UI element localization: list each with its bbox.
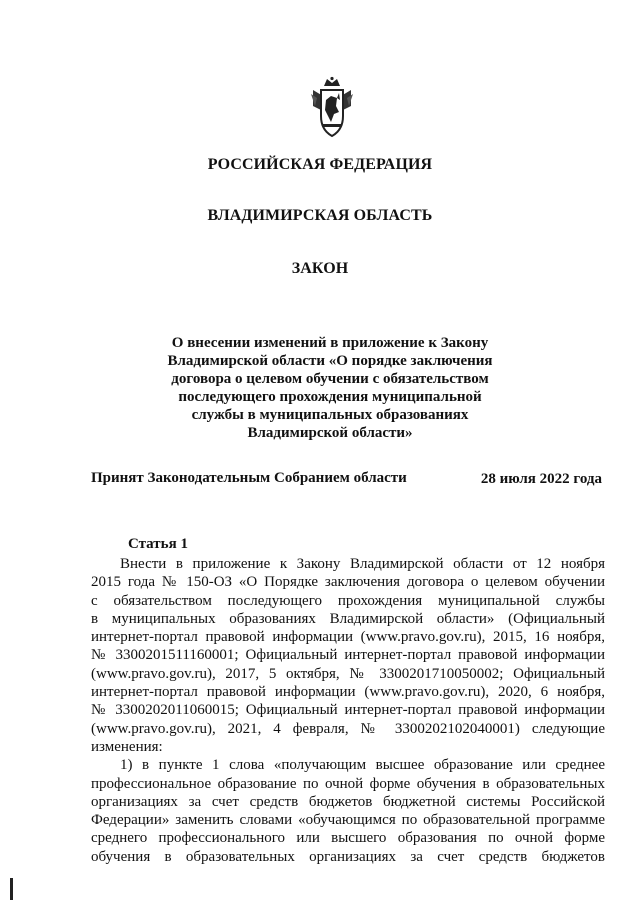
body-line: Внести в приложение к Закону Владимирской области от 12 ноября: [120, 556, 605, 572]
body-line: 2015 года № 150-ОЗ «О Порядке заключения договора о целевом обучении: [91, 574, 605, 591]
article-heading: Статья 1: [128, 536, 188, 552]
law-title-line: службы в муниципальных образованиях: [191, 407, 469, 423]
adoption-date: 28 июля 2022 года: [480, 471, 602, 487]
document-type-heading: ЗАКОН: [291, 260, 349, 277]
law-title-line: Владимирской области»: [247, 425, 413, 441]
body-line: № 3300201511160001; Официальный интернет-портал правовой информации: [91, 647, 605, 664]
law-title-line: последующего прохождения муниципальной: [178, 389, 482, 405]
body-line: (www.pravo.gov.ru), 2017, 5 октября, № 3300201710050002; Официальный: [91, 665, 605, 682]
body-line: с обязательством последующего прохождения муниципальной службы: [91, 592, 605, 609]
body-line: обучения в образовательных организациях за счет средств бюджетов: [91, 848, 605, 865]
scan-margin-mark: [10, 878, 13, 900]
country-heading: РОССИЙСКАЯ ФЕДЕРАЦИЯ: [207, 156, 433, 173]
article-body: [91, 555, 605, 866]
body-line: среднего профессионального или высшего образования по очной форме: [91, 830, 605, 847]
body-line: изменения:: [91, 738, 163, 755]
law-title-line: договора о целевом обучении с обязательством: [171, 371, 489, 387]
body-line: (www.pravo.gov.ru), 2021, 4 февраля, № 3300202102040001) следующие: [91, 720, 605, 737]
body-line: 1) в пункте 1 слова «получающим высшее образование или среднее: [120, 757, 605, 774]
body-line: в муниципальных образованиях Владимирской области» (Официальный: [91, 610, 605, 627]
adoption-label: Принят Законодательным Собранием области: [91, 470, 407, 486]
coat-of-arms-icon: [309, 76, 355, 140]
body-line: профессиональное образование по очной форме обучения в образовательных: [91, 775, 605, 792]
region-heading: ВЛАДИМИРСКАЯ ОБЛАСТЬ: [207, 207, 433, 224]
body-line: интернет-портал правовой информации (www.pravo.gov.ru), 2020, 6 ноября,: [91, 684, 605, 701]
body-line: № 3300202011060015; Официальный интернет-портал правовой информации: [91, 702, 605, 719]
law-title-line: Владимирской области «О порядке заключения: [167, 353, 493, 369]
law-title-line: О внесении изменений в приложение к Закону: [171, 335, 489, 351]
body-line: интернет-портал правовой информации (www.pravo.gov.ru), 2015, 16 ноября,: [91, 629, 605, 646]
body-line: Федерации» заменить словами «обучающимся по образовательной программе: [91, 812, 605, 829]
law-title: [140, 334, 520, 442]
body-line: организациях за счет средств бюджетов бюджетной системы Российской: [91, 793, 605, 810]
